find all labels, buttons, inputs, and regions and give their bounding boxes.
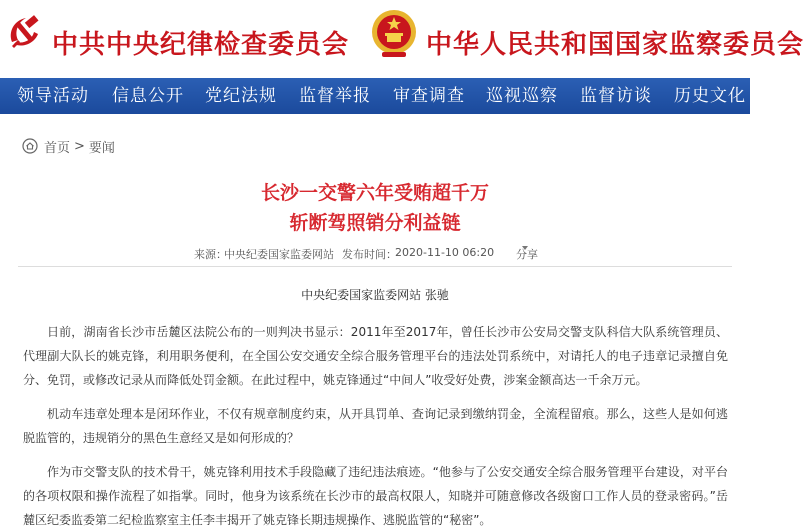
meta-divider [18, 266, 732, 267]
article-title-line2: 斩断驾照销分利益链 [289, 212, 461, 234]
article-title-line1: 长沙一交警六年受贿超千万 [260, 182, 489, 204]
party-emblem-icon [4, 12, 44, 52]
nav-item-leadership[interactable]: 领导活动 [17, 86, 89, 106]
national-commission-title[interactable]: 中华人民共和国国家监察委员会 [426, 30, 804, 60]
cpc-commission-title[interactable]: 中共中央纪律检查委员会 [52, 30, 350, 60]
nav-item-interviews[interactable]: 监督访谈 [580, 86, 652, 106]
caret-down-icon [522, 246, 528, 250]
article-paragraph-3: 作为市交警支队的技术骨干，姚克锋利用技术手段隐藏了违纪违法痕迹。“他参与了公安交通安全综合服务管理平台建设，对平台的各项权限和操作流程了如指掌。同时，他身为该系统在长沙市的最高权限人，知晓并可随意修改各级窗口工作人员的登录密码。”岳麓区纪委监委第二纪检监察室主任李丰揭开了姚克锋长期违规操作、逃脱监管的“秘密”。 [23, 465, 728, 527]
nav-item-history[interactable]: 历史文化 [674, 86, 746, 106]
nav-item-party-rules[interactable]: 党纪法规 [205, 86, 277, 106]
main-nav [0, 78, 750, 114]
national-emblem-icon [370, 8, 418, 60]
source-value: 中央纪委国家监委网站 [224, 248, 334, 261]
article-paragraph-1: 日前，湖南省长沙市岳麓区法院公布的一则判决书显示：2011年至2017年，曾任长沙市公安局交警支队科信大队系统管理员、代理副大队长的姚克锋，利用职务便利，在全国公安交通安全综合服务管理平台的违法处罚系统中，对请托人的电子违章记录擅自免分、免罚，或修改记录从而降低处罚金额。在此过程中，姚克锋通过“中间人”收受好处费，涉案金额高达一千余万元。 [23, 325, 728, 387]
nav-item-info-disclosure[interactable]: 信息公开 [112, 86, 184, 106]
article-author: 中央纪委国家监委网站 张驰 [301, 288, 449, 302]
nav-item-inspection[interactable]: 巡视巡察 [486, 86, 558, 106]
source-label: 来源： [194, 248, 227, 261]
nav-item-report[interactable]: 监督举报 [299, 86, 371, 106]
share-label: 分享 [516, 248, 538, 261]
nav-item-investigation[interactable]: 审查调查 [393, 86, 465, 106]
breadcrumb-separator: > [74, 138, 85, 154]
breadcrumb-home[interactable]: 首页 [44, 140, 71, 156]
breadcrumb-current[interactable]: 要闻 [88, 140, 115, 156]
time-label: 发布时间： [342, 248, 397, 261]
site-header [0, 0, 804, 78]
home-icon [22, 138, 38, 154]
article-paragraph-2: 机动车违章处理本是闭环作业，不仅有规章制度约束，从开具罚单、查询记录到缴纳罚金，全流程留痕。那么，这些人是如何逃脱监管的，违规销分的黑色生意经又是如何形成的？ [23, 407, 728, 445]
breadcrumb [22, 136, 115, 156]
time-value: 2020-11-10 06:20 [395, 246, 495, 259]
